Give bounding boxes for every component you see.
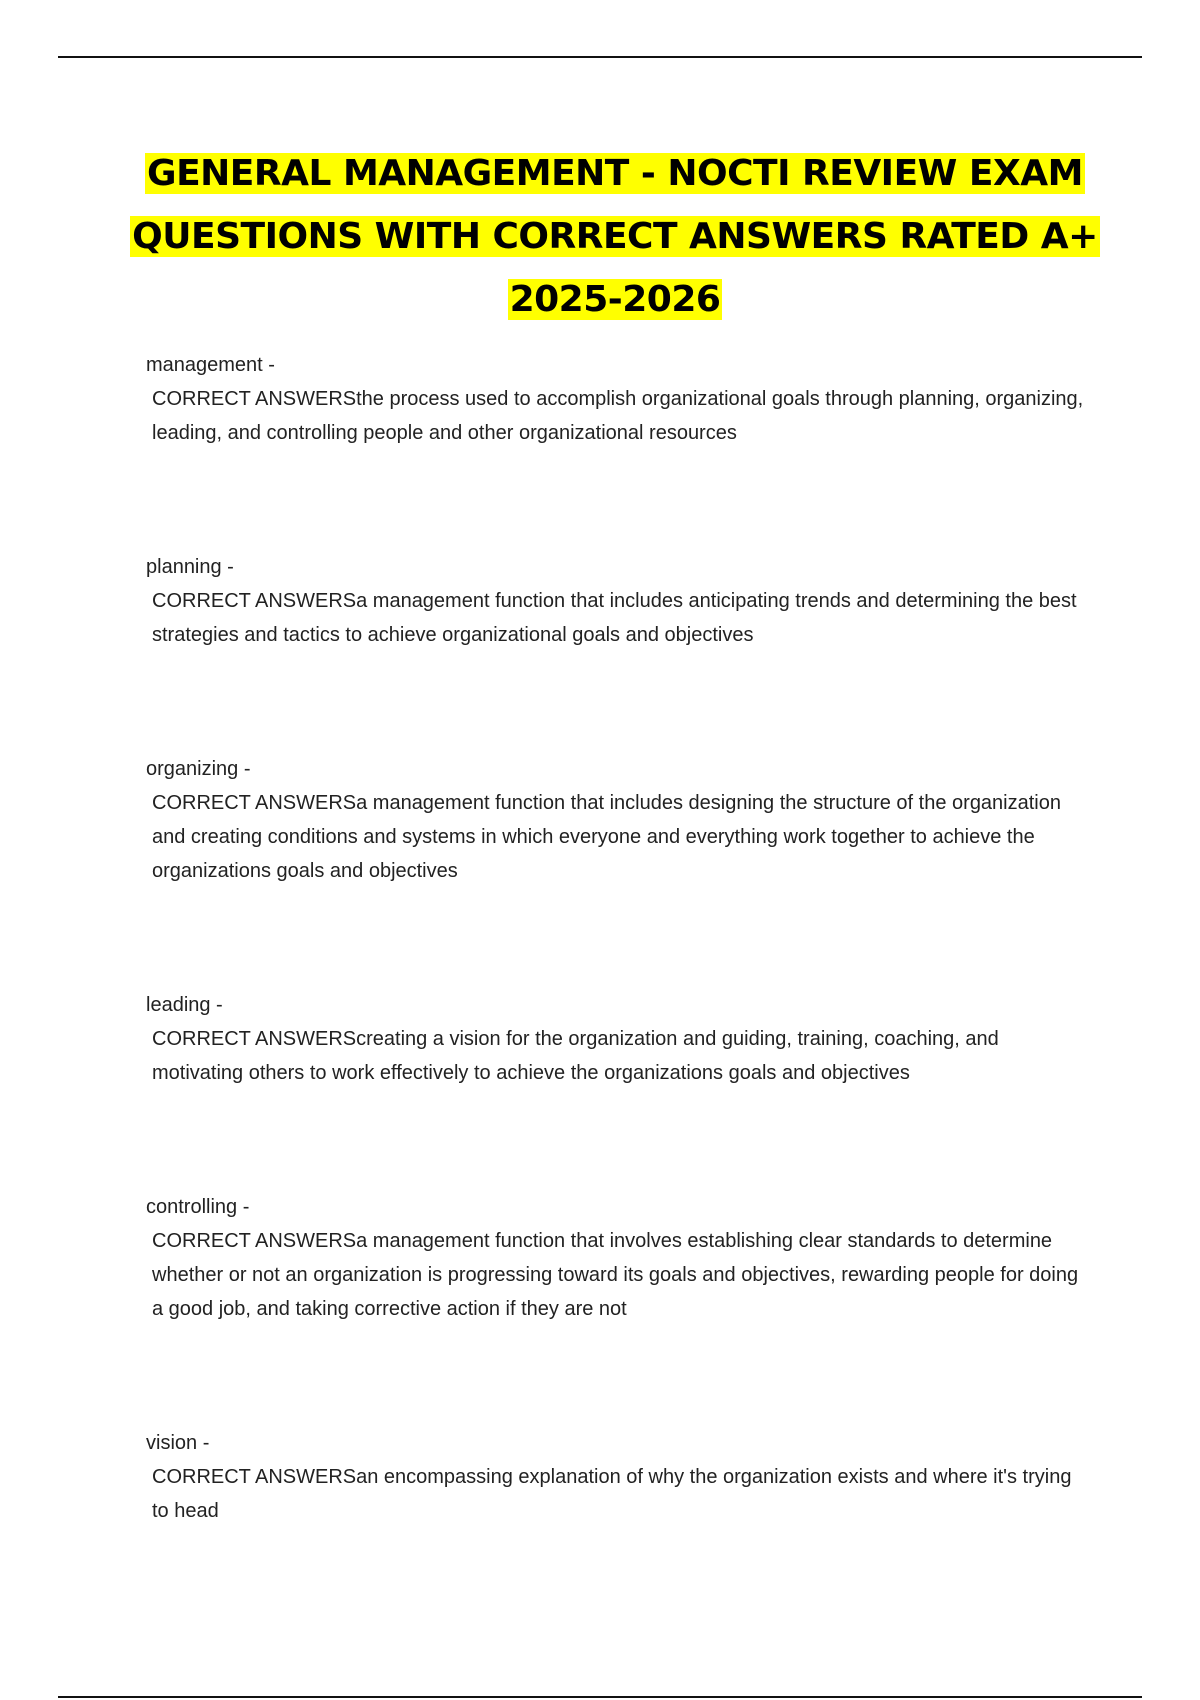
- bottom-rule: [58, 1696, 1142, 1698]
- qa-entry-planning: [146, 550, 1086, 652]
- term: organizing -: [146, 758, 251, 780]
- qa-entry-management: [146, 348, 1086, 450]
- term: planning -: [146, 556, 234, 578]
- qa-entry-leading: [146, 988, 1086, 1090]
- term: leading -: [146, 994, 223, 1016]
- answer: CORRECT ANSWERSa management function that includes anticipating trends and determining the best strategies and tactics to achieve organizational goals and objectives: [152, 590, 1077, 646]
- term: controlling -: [146, 1196, 250, 1218]
- qa-entry-organizing: [146, 752, 1086, 888]
- title-line-3: 2025-2026: [509, 279, 721, 320]
- qa-entry-vision: [146, 1426, 1086, 1528]
- answer: CORRECT ANSWERScreating a vision for the organization and guiding, training, coaching, and motivating others to work effectively to achieve the organizations goals and objectives: [152, 1028, 999, 1084]
- title-line-1: GENERAL MANAGEMENT - NOCTI REVIEW EXAM: [147, 153, 1083, 194]
- document-title: [120, 142, 1110, 331]
- top-rule: [58, 56, 1142, 58]
- term: vision -: [146, 1432, 210, 1454]
- answer: CORRECT ANSWERSan encompassing explanation of why the organization exists and where it's trying to head: [152, 1466, 1072, 1522]
- qa-entry-controlling: [146, 1190, 1086, 1326]
- qa-list: [146, 348, 1086, 1528]
- answer: CORRECT ANSWERSa management function that includes designing the structure of the organization and creating conditions and systems in which everyone and everything work together to achieve the organizations goals and objectives: [152, 792, 1061, 882]
- answer: CORRECT ANSWERSthe process used to accomplish organizational goals through planning, organizing, leading, and controlling people and other organizational resources: [152, 388, 1084, 444]
- term: management -: [146, 354, 275, 376]
- answer: CORRECT ANSWERSa management function that involves establishing clear standards to determine whether or not an organization is progressing toward its goals and objectives, rewarding people for doing a good job, and taking corrective action if they are not: [152, 1230, 1079, 1320]
- title-line-2: QUESTIONS WITH CORRECT ANSWERS RATED A+: [132, 216, 1098, 257]
